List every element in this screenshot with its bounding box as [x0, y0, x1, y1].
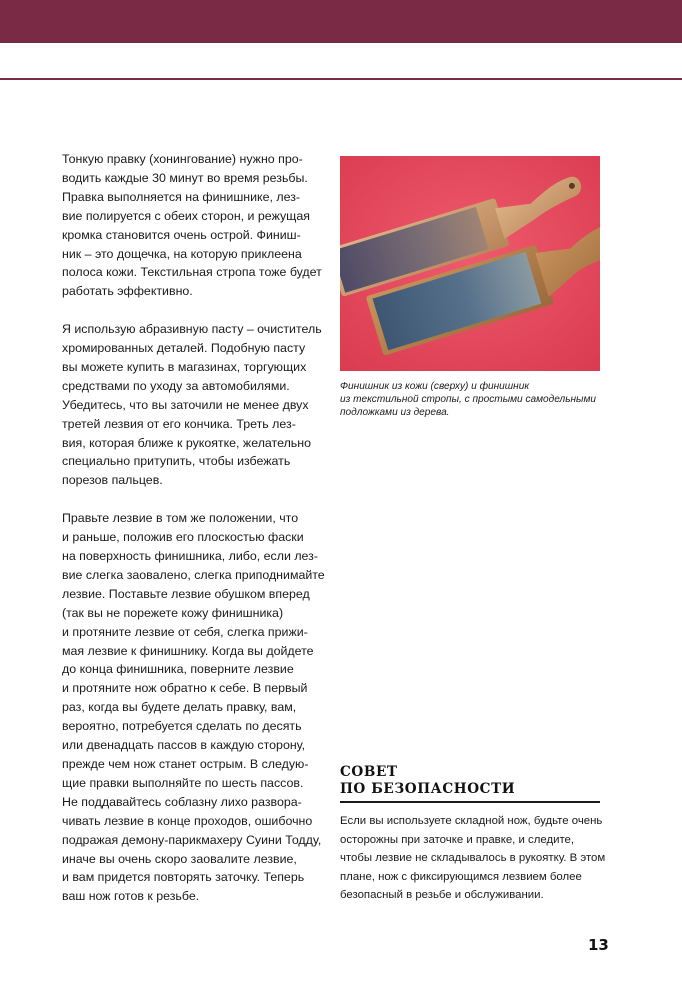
tip-text-line: осторожны при заточке и правке, и следите, [340, 833, 575, 846]
text-line: чивать лезвие в конце проходов, ошибочно [62, 813, 313, 828]
tip-text-line: плане, нож с фиксирующимся лезвием более [340, 870, 582, 883]
safety-tip-rule [340, 801, 600, 803]
paragraph-honing [62, 150, 324, 301]
text-line: и протяните нож обратно к себе. В первый [62, 681, 308, 696]
tip-text-line: чтобы лезвие не складывалось в рукоятку. В этом [340, 852, 606, 865]
text-line: вия, которая ближе к рукоятке, желательно [62, 435, 311, 450]
text-line: щие правки выполняйте по шесть пассов. [62, 775, 304, 790]
text-line: и протяните лезвие от себя, слегка прижи- [62, 624, 308, 639]
text-line: ник – это дощечка, на которую приклеена [62, 246, 302, 261]
text-line: Правка выполняется на финишнике, лез- [62, 189, 301, 204]
text-line: Я использую абразивную пасту – очиститель [62, 322, 322, 337]
text-line: Не поддавайтесь соблазну лихо развора- [62, 794, 302, 809]
caption-line: подложками из дерева. [340, 407, 450, 419]
text-line: лезвие. Поставьте лезвие обушком вперед [62, 586, 310, 601]
text-line: и вам придется повторять заточку. Теперь [62, 870, 305, 885]
safety-tip-title [340, 764, 602, 798]
text-line: на поверхность финишника, либо, если лез- [62, 549, 318, 563]
text-line: или двенадцать пассов в каждую сторону, [62, 738, 306, 753]
text-line: и раньше, положив его плоскостью фаски [62, 530, 304, 545]
text-line: водить каждые 30 минут во время резьбы. [62, 170, 308, 185]
text-line: средствами по уходу за автомобилями. [62, 378, 290, 393]
text-line: Убедитесь, что вы заточили не менее двух [62, 397, 309, 412]
text-line: (так вы не порежете кожу финишника) [62, 605, 284, 620]
text-line: вие полируется с обеих сторон, и режущая [62, 208, 310, 223]
header-band [0, 0, 682, 43]
tip-text-line: безопасный в резьбе и обслуживании. [340, 889, 544, 902]
caption-line: из текстильной стропы, с простыми самодельными [340, 394, 597, 406]
tip-title-line: СОВЕТ [340, 764, 398, 780]
text-line: кромка становится очень острой. Финиш- [62, 227, 301, 242]
text-line: вероятно, потребуется сделать по десять [62, 719, 302, 734]
text-line: Тонкую правку (хонингование) нужно про- [62, 152, 303, 166]
text-line: работать эффективно. [62, 284, 193, 299]
text-line: третей лезвия от его кончика. Треть лез- [62, 416, 296, 431]
text-line: раз, когда вы будете делать правку, вам, [62, 700, 297, 715]
photo-caption [340, 380, 602, 420]
text-line: подражая демону-парикмахеру Суини Тодду, [62, 832, 322, 847]
text-line: мая лезвие к финишнику. Когда вы дойдете [62, 643, 314, 658]
caption-line: Финишник из кожи (сверху) и финишник [340, 381, 530, 392]
paragraph-stropping [62, 509, 324, 906]
text-line: Правьте лезвие в том же положении, что [62, 511, 299, 526]
page-number: 13 [588, 936, 609, 954]
main-text-column [62, 150, 324, 925]
tip-title-line: ПО БЕЗОПАСНОСТИ [340, 781, 516, 797]
text-line: ваш нож готов к резьбе. [62, 889, 200, 904]
text-line: порезов пальцев. [62, 473, 163, 488]
text-line: иначе вы очень скоро заовалите лезвие, [62, 851, 297, 866]
tip-text-line: Если вы используете складной нож, будьте очень [340, 815, 603, 827]
safety-tip-text [340, 812, 606, 905]
strop-photo [340, 156, 600, 371]
paragraph-paste [62, 320, 324, 490]
text-line: полоса кожи. Текстильная стропа тоже будет [62, 265, 322, 280]
text-line: вы можете купить в магазинах, торгующих [62, 359, 307, 374]
text-line: вие слегка заовалено, слегка приподнимайте [62, 567, 325, 582]
header-rule [0, 78, 682, 80]
text-line: до конца финишника, поверните лезвие [62, 662, 294, 677]
text-line: хромированных деталей. Подобную пасту [62, 341, 306, 356]
text-line: прежде чем нож станет острым. В следую- [62, 756, 309, 771]
text-line: специально притупить, чтобы избежать [62, 454, 291, 469]
